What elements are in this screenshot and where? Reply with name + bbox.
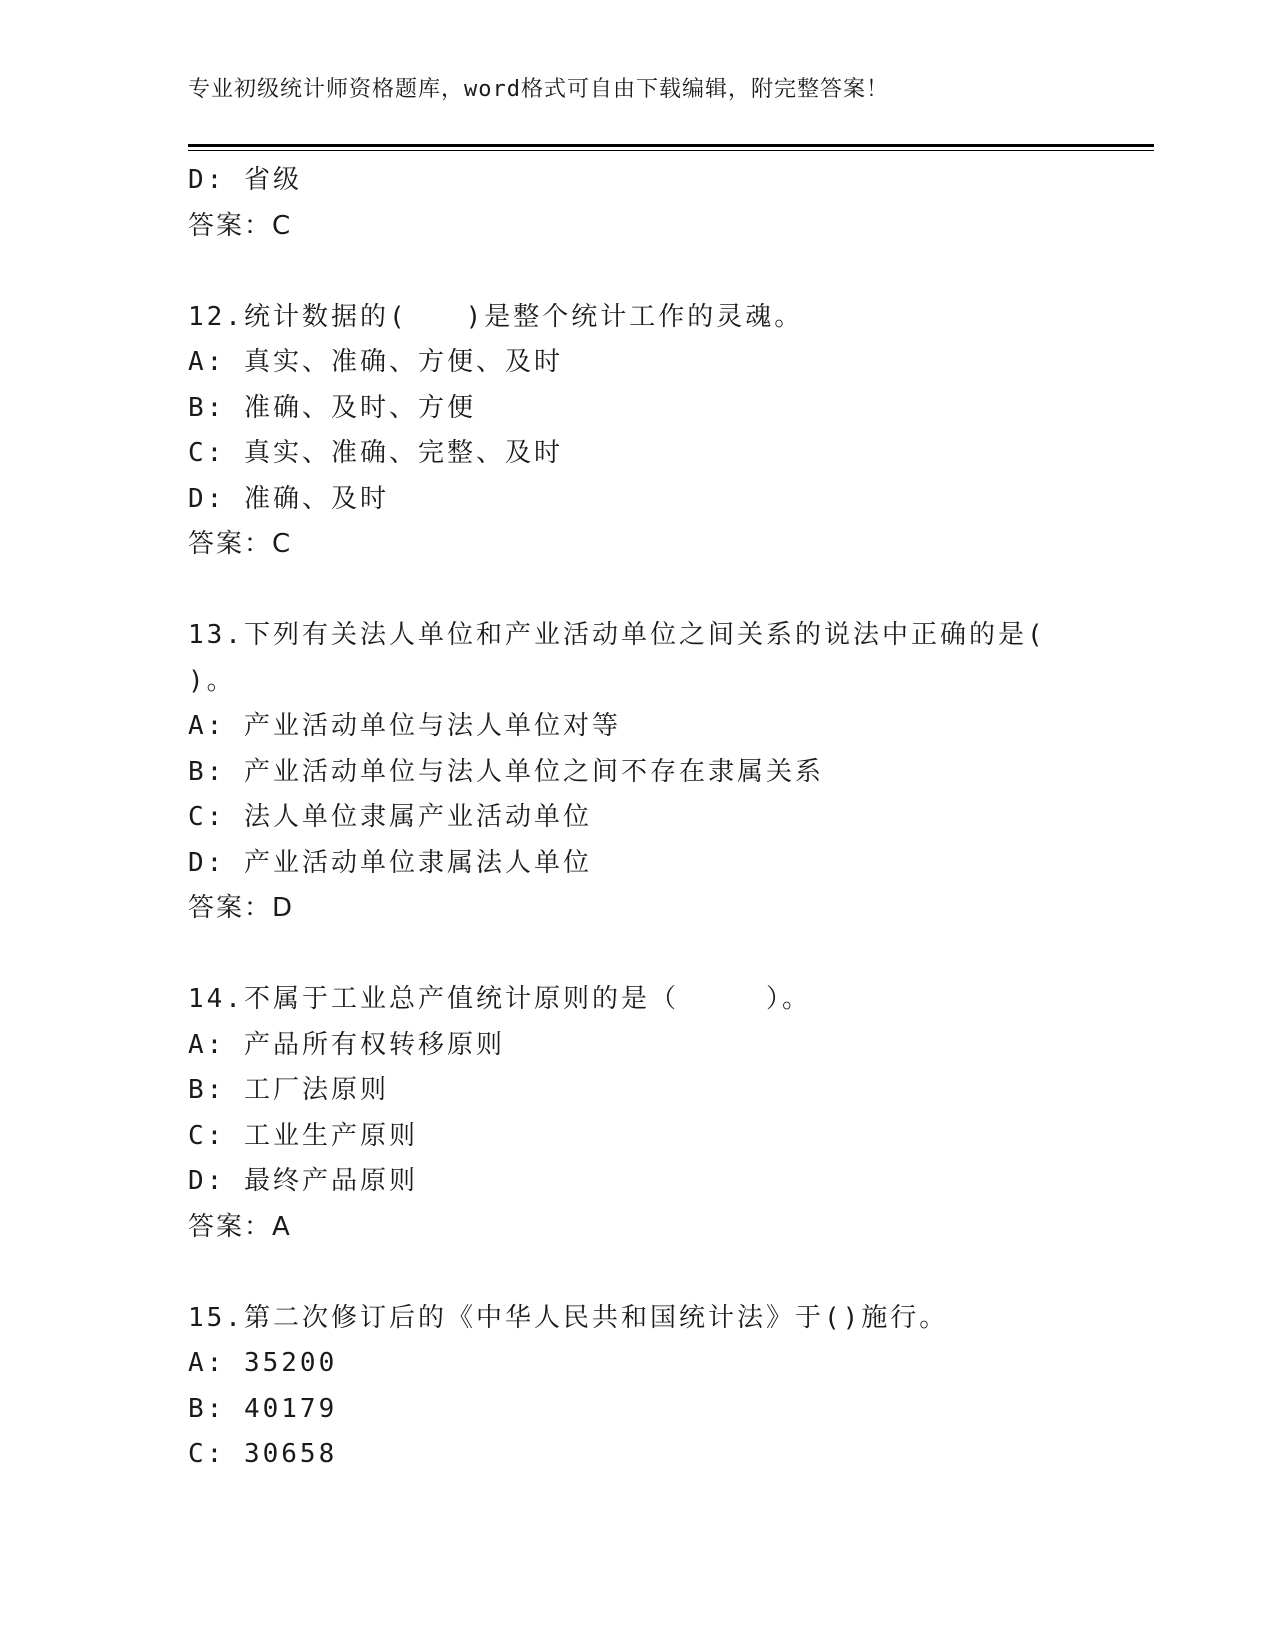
option-a: A: 35200 [188,1348,338,1378]
prev-answer: 答案：C [188,210,293,241]
spacer [188,249,1154,295]
header-note: 专业初级统计师资格题库，word格式可自由下载编辑，附完整答案！ [188,77,889,102]
question-stem: 14.不属于工业总产值统计原则的是（ ）。 [188,984,811,1014]
option-b: B: 产业活动单位与法人单位之间不存在隶属关系 [188,756,824,787]
question-15 [188,1296,1154,1478]
question-stem-line-2: )。 [188,665,236,696]
answer: 答案：C [188,529,293,559]
option-b: B: 工厂法原则 [188,1075,389,1105]
spacer [188,568,1154,614]
option-a: A: 真实、准确、方便、及时 [188,347,563,377]
question-stem: 15.第二次修订后的《中华人民共和国统计法》于()施行。 [188,1302,949,1333]
option-d: D: 产业活动单位隶属法人单位 [188,847,592,878]
spacer [188,932,1154,978]
option-c: C: 法人单位隶属产业活动单位 [188,802,592,832]
question-stem: 12.统计数据的( )是整个统计工作的灵魂。 [188,301,804,332]
answer: 答案：A [188,1211,292,1242]
option-c: C: 工业生产原则 [188,1120,418,1151]
option-a: A: 产品所有权转移原则 [188,1029,505,1060]
option-b: B: 40179 [188,1393,338,1424]
header-rule-thick [188,144,1154,147]
answer: 答案：D [188,893,295,923]
prev-option-d: D: 省级 [188,165,302,195]
option-b: B: 准确、及时、方便 [188,392,476,423]
option-c: C: 30658 [188,1439,338,1469]
question-13 [188,613,1154,932]
spacer [188,1250,1154,1296]
header-rule-thin [188,150,1154,151]
option-d: D: 准确、及时 [188,483,389,514]
option-c: C: 真实、准确、完整、及时 [188,438,563,468]
question-content [188,158,1154,1478]
option-d: D: 最终产品原则 [188,1166,418,1196]
question-14 [188,977,1154,1250]
question-12 [188,295,1154,568]
question-stem-line-1: 13.下列有关法人单位和产业活动单位之间关系的说法中正确的是( [188,620,1046,650]
option-a: A: 产业活动单位与法人单位对等 [188,711,621,741]
